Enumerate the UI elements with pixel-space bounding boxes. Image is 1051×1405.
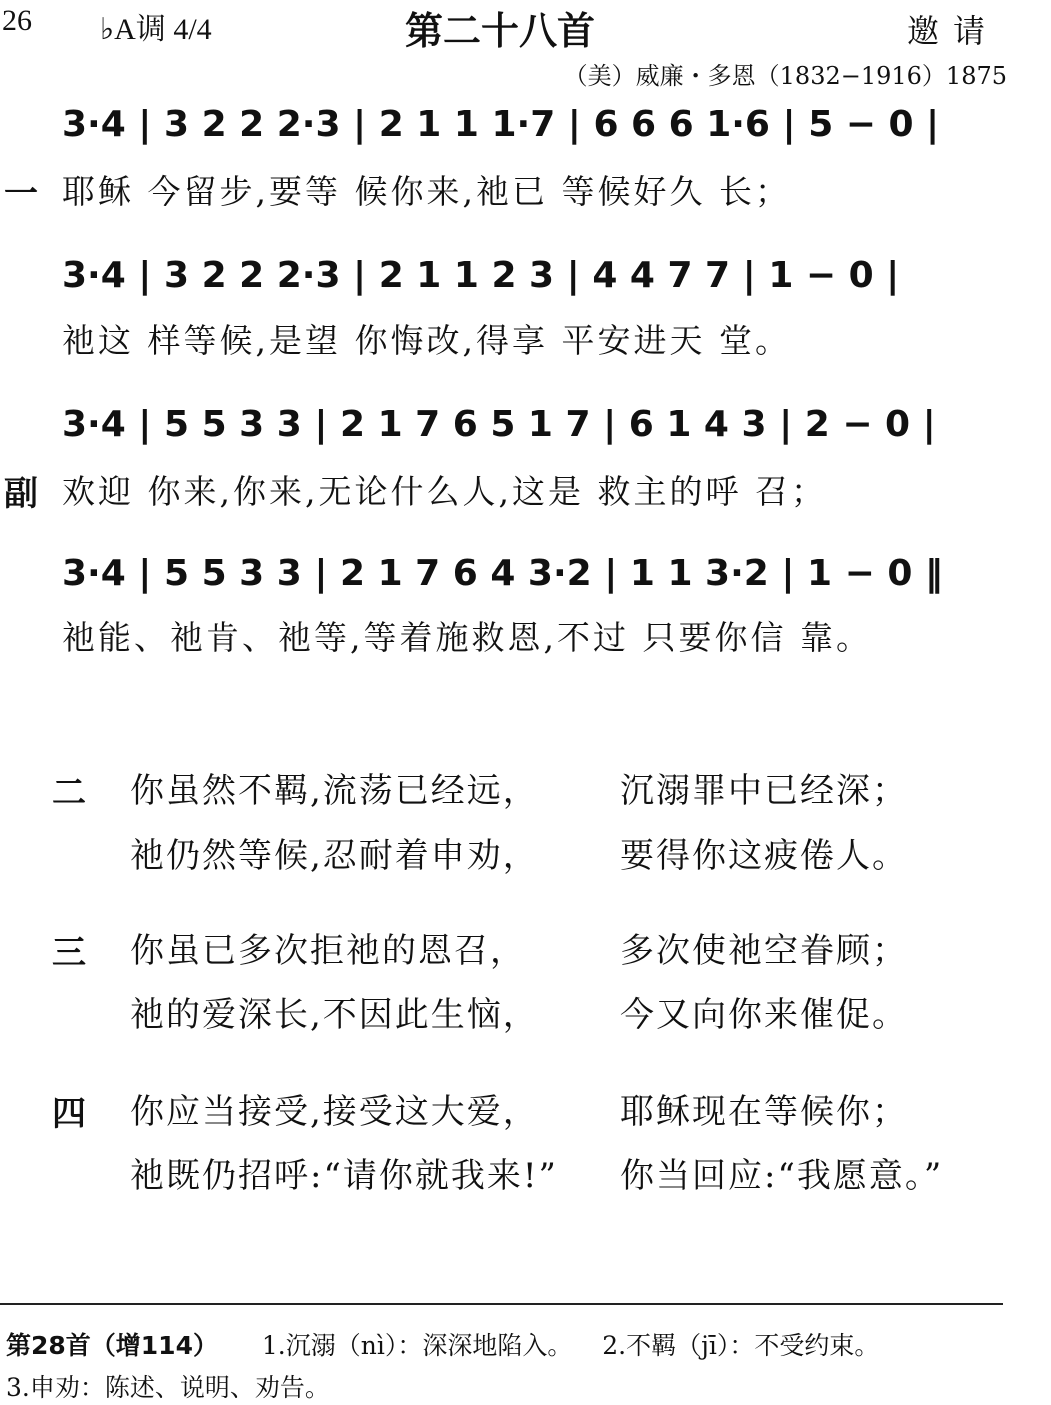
lyrics-line-2: 祂这 样等候,是望 你悔改,得享 平安进天 堂。 — [62, 321, 791, 360]
lyrics-line-1: 耶稣 今留步,要等 候你来,祂已 等候好久 长； — [62, 172, 791, 211]
page-number: 26 — [2, 4, 32, 37]
notation-line-4: 3·4 | 5 5 3 3 | 2 1 7 6 4 3·2 | 1 1 3·2 | 1 − 0 ‖ — [62, 553, 943, 594]
verse-3-number: 三 — [52, 933, 86, 973]
verse-4-line-2a: 祂既仍招呼:“请你就我来!” — [130, 1156, 558, 1196]
verse-3-line-1a: 你虽已多次拒祂的恩召， — [130, 931, 526, 971]
verse-1-label: 一 — [4, 174, 38, 214]
footnote-note-3: 3.申劝：陈述、说明、劝告。 — [6, 1373, 330, 1402]
chorus-label: 副 — [4, 474, 38, 514]
verse-4-number: 四 — [52, 1094, 86, 1134]
verse-2-line-2a: 祂仍然等候,忍耐着申劝， — [130, 836, 539, 876]
key-signature: ♭A调 4/4 — [100, 13, 212, 46]
hymn-title: 第二十八首 — [405, 9, 596, 53]
verse-4-line-2b: 你当回应:“我愿意。” — [620, 1156, 944, 1196]
hymn-author: （美）威廉・多恩（1832−1916）1875 — [563, 62, 1007, 90]
verse-3-line-2b: 今又向你来催促。 — [620, 995, 908, 1035]
footnote-line-1 — [6, 1326, 879, 1362]
verse-2-line-2b: 要得你这疲倦人。 — [620, 836, 908, 876]
notation-line-3: 3·4 | 5 5 3 3 | 2 1 7 6 5 1 7 | 6 1 4 3 | 2 − 0 | — [62, 404, 936, 445]
verse-4-line-1a: 你应当接受,接受这大爱， — [130, 1092, 539, 1132]
verse-2-number: 二 — [52, 773, 86, 813]
hymn-theme: 邀请 — [906, 12, 999, 50]
notation-line-1: 3·4 | 3 2 2 2·3 | 2 1 1 1·7 | 6 6 6 1·6 | 5 − 0 | — [62, 104, 940, 145]
lyrics-line-4: 祂能、祂肯、祂等,等着施救恩,不过 只要你信 靠。 — [62, 618, 872, 657]
verse-3-line-2a: 祂的爱深长,不因此生恼， — [130, 995, 539, 1035]
footnote-note-1: 1.沉溺（nì）：深深地陷入。 — [261, 1331, 573, 1360]
lyrics-line-3: 欢迎 你来,你来,无论什么人,这是 救主的呼 召； — [62, 472, 827, 511]
footnote-note-2: 2.不羁（jī）：不受约束。 — [602, 1331, 880, 1360]
verse-3-line-1b: 多次使祂空眷顾； — [620, 931, 908, 971]
footnote-divider — [0, 1303, 1003, 1305]
verse-4-line-1b: 耶稣现在等候你； — [620, 1092, 908, 1132]
verse-2-line-1a: 你虽然不羁,流荡已经远， — [130, 771, 539, 811]
notation-line-2: 3·4 | 3 2 2 2·3 | 2 1 1 2 3 | 4 4 7 7 | 1 − 0 | — [62, 255, 900, 296]
footnote-heading: 第28首（增114） — [6, 1331, 218, 1360]
verse-2-line-1b: 沉溺罪中已经深； — [620, 771, 908, 811]
